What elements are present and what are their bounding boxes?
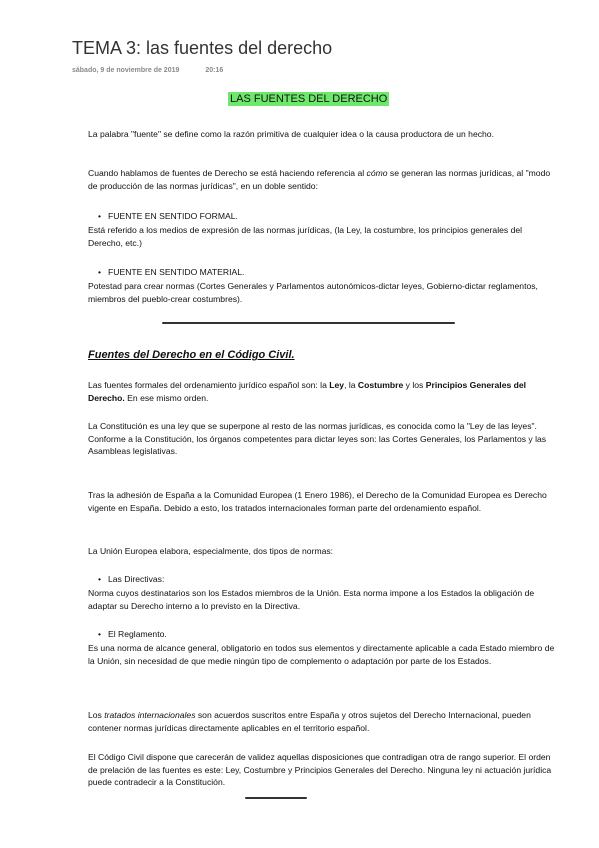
paragraph-fuentes: Cuando hablamos de fuentes de Derecho se está haciendo referencia al cómo se generan las normas jurídicas, al "modo de producción de las normas jurídicas", en un doble sentido: xyxy=(88,168,551,191)
paragraph-ue: La Unión Europea elabora, especialmente, dos tipos de normas: xyxy=(88,546,334,556)
page-meta xyxy=(72,67,223,74)
page-title: TEMA 3: las fuentes del derecho xyxy=(72,38,333,58)
paragraph-comunidad: Tras la adhesión de España a la Comunidad Europea (1 Enero 1986), el Derecho de la Comunidad Europea es Derecho vigente en España. Debido a esto, los tratados internacionales forman parte del ordenamiento español. xyxy=(88,490,547,513)
divider-line xyxy=(162,322,455,324)
section-heading: Fuentes del Derecho en el Código Civil. xyxy=(88,349,295,361)
bullet-material: • FUENTE EN SENTIDO MATERIAL. xyxy=(108,266,244,278)
bullet-directivas: • Las Directivas: xyxy=(108,573,164,585)
paragraph-material: Potestad para crear normas (Cortes Generales y Parlamentos autonómicos-dictar leyes, Gobierno-dictar reglamentos, miembros del pueblo-crear costumbres). xyxy=(88,281,538,304)
paragraph-constitucion: La Constitución es una ley que se superpone al resto de las normas jurídicas, es conocida como la "Ley de las leyes". Conforme a la Constitución, los órganos competentes para dictar leyes son: las Cortes Generales, los Parlamentos y las Asambleas legislativas. xyxy=(88,421,547,457)
paragraph-tratados: Los tratados internacionales son acuerdos suscritos entre España y otros sujetos del Derecho Internacional, pueden contener normas jurídicas directamente aplicables en el territorio español. xyxy=(88,710,531,733)
paragraph-definition: La palabra "fuente" se define como la razón primitiva de cualquier idea o la causa productora de un hecho. xyxy=(88,129,494,139)
page-time: 20:16 xyxy=(205,67,224,74)
paragraph-codigo-civil: El Código Civil dispone que carecerán de validez aquellas disposiciones que contradigan otra de rango superior. El orden de prelación de las fuentes es este: Ley, Costumbre y Principios Generales del Derecho. Ninguna ley ni actuación jurídica puede contradecir a la Constitución. xyxy=(88,752,552,788)
highlighted-heading: LAS FUENTES DEL DERECHO xyxy=(230,93,388,105)
page-date: sábado, 9 de noviembre de 2019 xyxy=(72,67,180,74)
paragraph-directivas: Norma cuyos destinatarios son los Estados miembros de la Unión. Esta norma impone a los Estados la obligación de adaptar su Derecho interno a lo previsto en la Directiva. xyxy=(88,588,535,611)
bullet-reglamento: • El Reglamento. xyxy=(108,628,167,640)
bullet-formal: • FUENTE EN SENTIDO FORMAL. xyxy=(108,210,238,222)
footer-line xyxy=(245,797,307,799)
paragraph-formal: Está referido a los medios de expresión de las normas jurídicas, (la Ley, la costumbre, los principios generales del Derecho, etc.) xyxy=(88,225,523,248)
paragraph-reglamento: Es una norma de alcance general, obligatorio en todos sus elementos y directamente aplicable a cada Estado miembro de la Unión, sin necesidad de que medie ningún tipo de complemento o adaptación por parte de los Estados. xyxy=(88,643,555,666)
paragraph-formales: Las fuentes formales del ordenamiento jurídico español son: la Ley, la Costumbre y los Principios Generales del Derecho. En ese mismo orden. xyxy=(88,380,527,403)
